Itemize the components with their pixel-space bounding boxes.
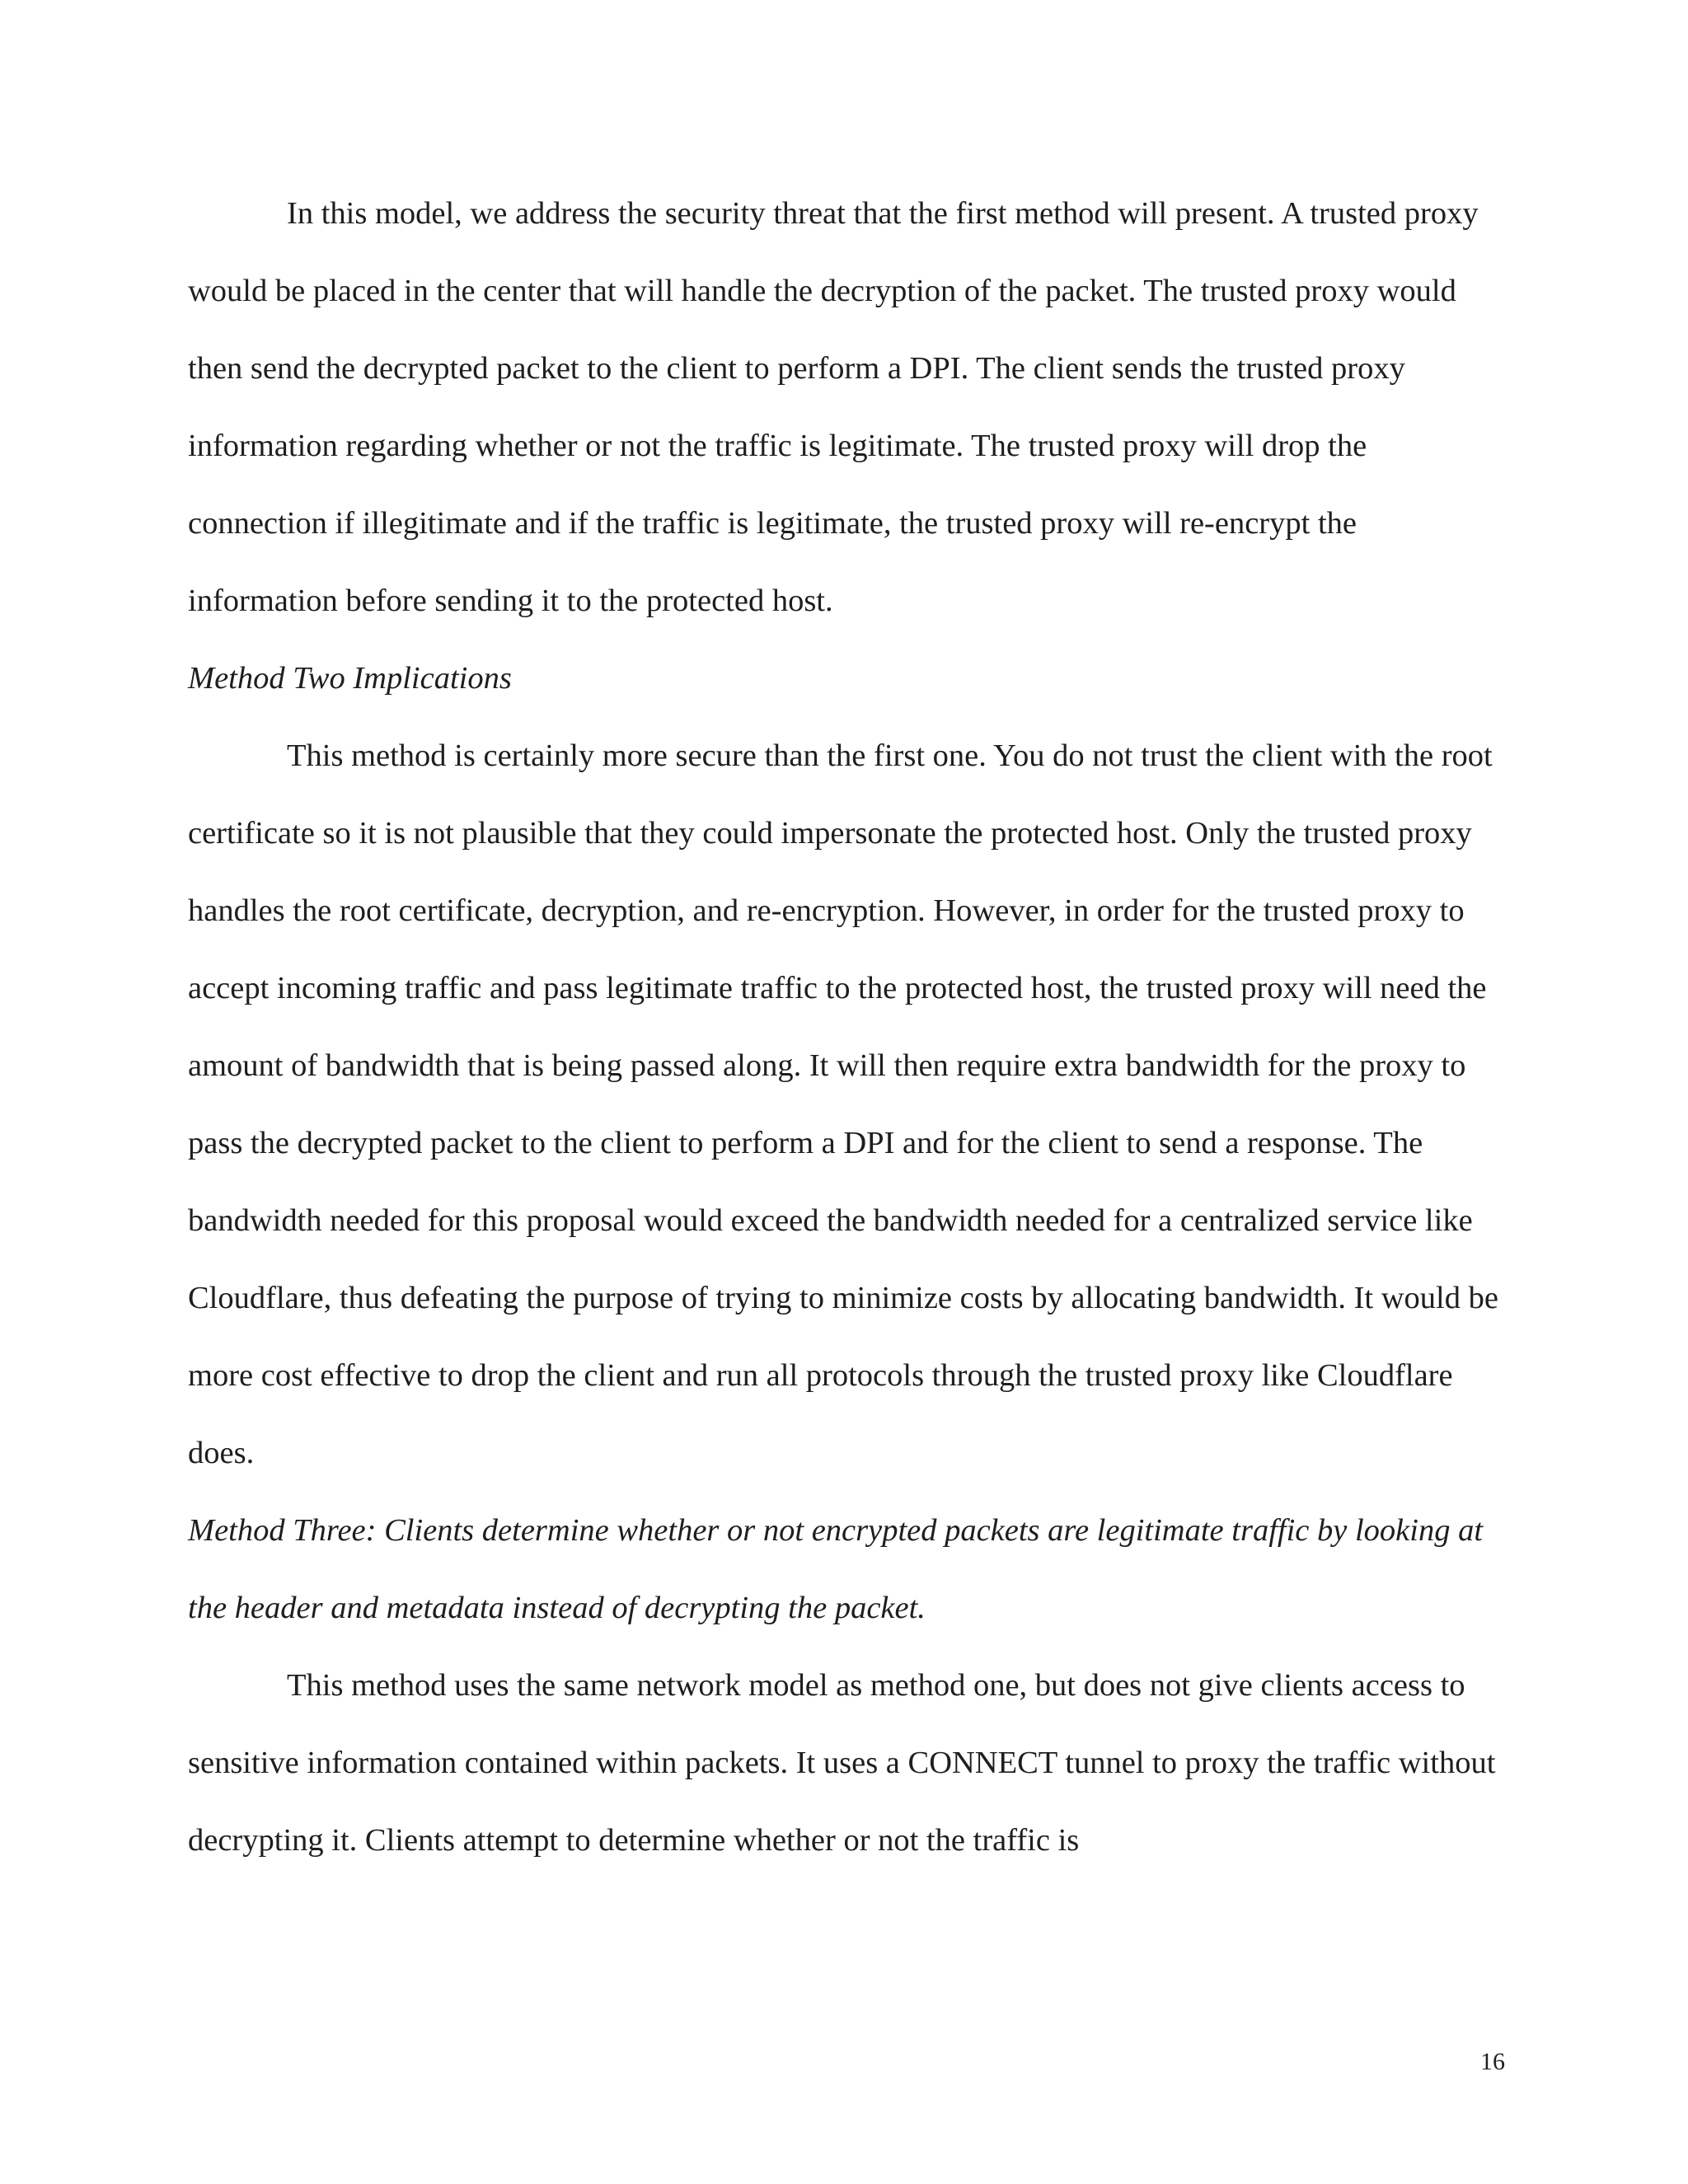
paragraph-trusted-proxy-model: In this model, we address the security threat that the first method will present. A trusted proxy would be placed in the center that will handle the decryption of the packet. The trusted proxy would then send the decrypted packet to the client to perform a DPI. The client sends the trusted proxy information regarding whether or not the traffic is legitimate. The trusted proxy will drop the connection if illegitimate and if the traffic is legitimate, the trusted proxy will re-encrypt the information before sending it to the protected host. xyxy=(188,196,1479,618)
paragraph-method-three-description: This method uses the same network model as method one, but does not give clients access to sensitive information contained within packets. It uses a CONNECT tunnel to proxy the traffic without decrypting it. Clients attempt to determine whether or not the traffic is xyxy=(188,1668,1496,1858)
page-body xyxy=(188,175,1503,1879)
page-number: 16 xyxy=(1480,2048,1505,2075)
heading-method-two-implications: Method Two Implications xyxy=(188,661,512,696)
heading-method-three: Method Three: Clients determine whether or not encrypted packets are legitimate traffic by looking at the header and metadata instead of decrypting the packet. xyxy=(188,1513,1484,1625)
paragraph-method-two-analysis: This method is certainly more secure than the first one. You do not trust the client with the root certificate so it is not plausible that they could impersonate the protected host. Only the trusted proxy handles the root certificate, decryption, and re-encryption. However, in order for the trusted proxy to accept incoming traffic and pass legitimate traffic to the protected host, the trusted proxy will need the amount of bandwidth that is being passed along. It will then require extra bandwidth for the proxy to pass the decrypted packet to the client to perform a DPI and for the client to send a response. The bandwidth needed for this proposal would exceed the bandwidth needed for a centralized service like Cloudflare, thus defeating the purpose of trying to minimize costs by allocating bandwidth. It would be more cost effective to drop the client and run all protocols through the trusted proxy like Cloudflare does. xyxy=(188,738,1498,1470)
